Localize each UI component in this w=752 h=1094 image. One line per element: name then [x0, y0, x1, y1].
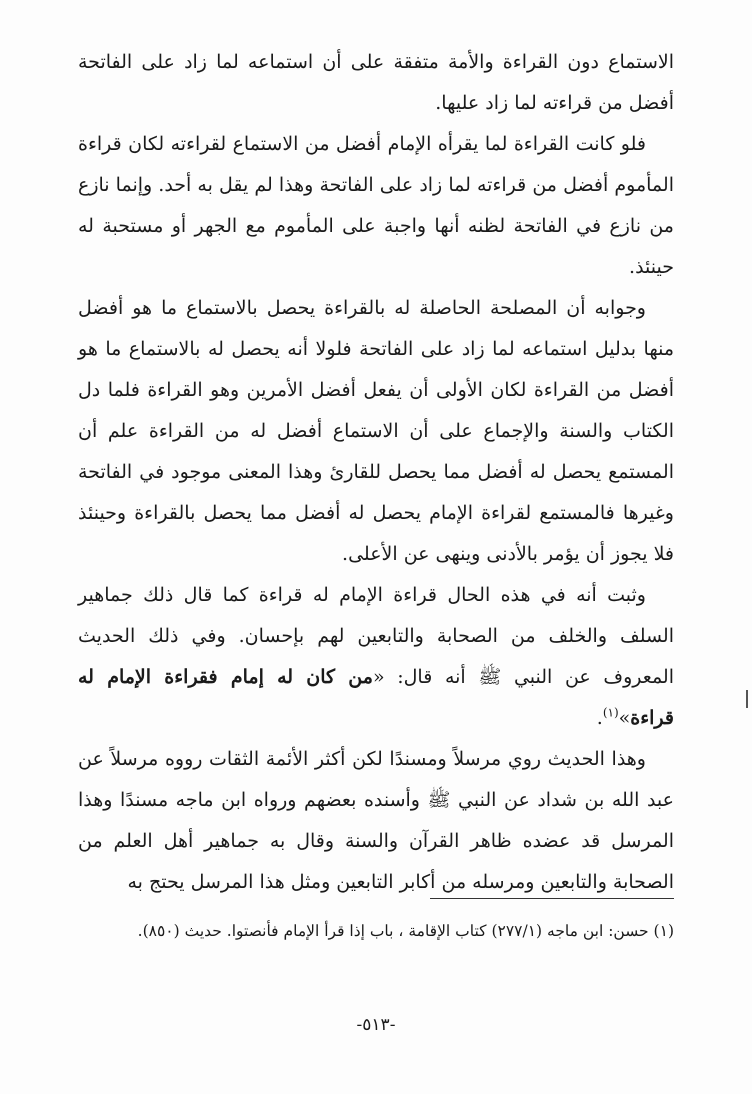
- main-text-block: [78, 42, 674, 903]
- paragraph-2: فلو كانت القراءة لما يقرأه الإمام أفضل من الاستماع لقراءته لكان قراءة المأموم أفضل من قراءته لما زاد على الفاتحة وهذا لم يقل به أحد. وإنما نازع من نازع في الفاتحة لظنه أنها واجبة على المأموم مع الجهر أو مستحبة له حينئذ.: [78, 133, 674, 278]
- paragraph-4-text: وثبت أنه في هذه الحال قراءة الإمام له قراءة كما قال ذلك جماهير السلف والخلف من الصحابة والتابعين لهم بإحسان. وفي ذلك الحديث المعروف عن النبي ﷺ أنه قال: «: [78, 584, 674, 688]
- paragraph-4: [78, 575, 674, 739]
- paragraph-5: وهذا الحديث روي مرسلاً ومسندًا لكن أكثر الأئمة الثقات رووه مرسلاً عن عبد الله بن شداد عن النبي ﷺ وأسنده بعضهم ورواه ابن ماجه مسندًا وهذا المرسل قد عضده ظاهر القرآن والسنة وقال به جماهير أهل العلم من الصحابة والتابعين ومرسله من أكابر التابعين ومثل هذا المرسل يحتج به: [78, 748, 674, 893]
- paragraph-3: وجوابه أن المصلحة الحاصلة له بالقراءة يحصل بالاستماع ما هو أفضل منها بدليل استماعه لما زاد على الفاتحة فلولا أنه يحصل له بالاستماع ما هو أفضل من القراءة لكان الأولى أن يفعل أفضل الأمرين وهو القراءة فلما دل الكتاب والسنة والإجماع على أن الاستماع أفضل له من القراءة علم أن المستمع يحصل له أفضل مما يحصل للقارئ وهذا المعنى موجود في الفاتحة وغيرها فالمستمع لقراءة الإمام يحصل له أفضل مما يحصل بالقراءة وحينئذ فلا يجوز أن يؤمر بالأدنى وينهى عن الأعلى.: [78, 297, 674, 565]
- page-edge-mark: [746, 690, 748, 708]
- page-number: -٥١٣-: [356, 1015, 396, 1035]
- footnote-1: (١) حسن: ابن ماجه (٢٧٧/١) كتاب الإقامة ، باب إذا قرأ الإمام فأنصتوا. حديث (٨٥٠).: [137, 922, 674, 940]
- hadith-quote: من كان له إمام فقراءة الإمام له قراءة: [78, 666, 674, 729]
- paragraph-4-end: .: [596, 707, 603, 729]
- paragraph-1: الاستماع دون القراءة والأمة متفقة على أن استماعه لما زاد على الفاتحة أفضل من قراءته لما زاد عليها.: [78, 51, 674, 114]
- footnote-separator: [430, 898, 674, 899]
- footnote-reference[interactable]: (١): [602, 705, 619, 720]
- quote-close: »: [618, 707, 631, 729]
